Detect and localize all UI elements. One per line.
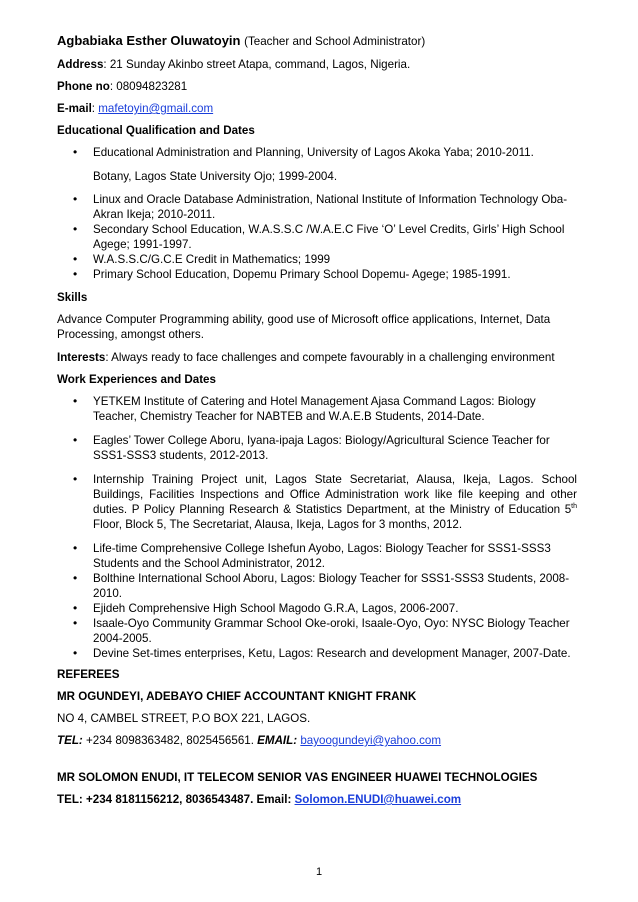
education-heading: Educational Qualification and Dates: [57, 124, 255, 137]
resume-page: [57, 33, 577, 814]
referee1-email-link[interactable]: bayoogundeyi@yahoo.com: [300, 734, 442, 747]
phone-label: Phone no: [57, 80, 110, 93]
referee1-address: NO 4, CAMBEL STREET, P.O BOX 221, LAGOS.: [57, 712, 311, 725]
email-sep: :: [91, 102, 99, 115]
interests-line: [57, 350, 577, 365]
skills-text: Advance Computer Programming ability, good use of Microsoft office applications, Internet, Data Processing, amongst others.: [57, 313, 551, 341]
applicant-title: (Teacher and School Administrator): [244, 35, 426, 48]
work-item-text: Internship Training Project unit, Lagos State Secretariat, Alausa, Ikeja, Lagos. School Buildings, Facilities Inspections and Office Administration work like file keeping and other duties. P Policy Planning Research & Statistics Department, at the Ministry of Education 5: [93, 473, 577, 516]
education-list-2: [57, 192, 577, 282]
work-item: • Ejideh Comprehensive High School Magodo G.R.A, Lagos, 2006-2007.: [57, 601, 577, 616]
work-item: • YETKEM Institute of Catering and Hotel Management Ajasa Command Lagos: Biology Teacher, Chemistry Teacher for NABTEB and W.A.E.B Students, 2014-Date.: [57, 394, 577, 424]
work-item: • Devine Set-times enterprises, Ketu, Lagos: Research and development Manager, 2007-Date.: [57, 646, 577, 661]
address-label: Address: [57, 58, 104, 71]
phone-value: : 08094823281: [109, 80, 188, 93]
address-value: : 21 Sunday Akinbo street Atapa, command, Lagos, Nigeria.: [103, 58, 411, 71]
applicant-name: Agbabiaka Esther Oluwatoyin: [57, 33, 241, 48]
work-item: • Life-time Comprehensive College Ishefun Ayobo, Lagos: Biology Teacher for SSS1-SSS3 Students and the School Administrator, 2012.: [57, 541, 577, 571]
work-list: [57, 394, 577, 661]
work-item: • Bolthine International School Aboru, Lagos: Biology Teacher for SSS1-SSS3 Students, 2008-2010.: [57, 571, 577, 601]
referees-heading: REFEREES: [57, 668, 120, 681]
education-list: [57, 145, 577, 160]
work-item: • Eagles’ Tower College Aboru, Iyana-ipaja Lagos: Biology/Agricultural Science Teacher for SSS1-SSS3 students, 2012-2013.: [57, 433, 577, 463]
work-heading: Work Experiences and Dates: [57, 373, 216, 386]
education-subitem: Botany, Lagos State University Ojo; 1999-2004.: [93, 170, 338, 183]
header-line: [57, 33, 577, 49]
referee2-contact: [57, 792, 577, 807]
referee1-contact: [57, 733, 577, 748]
education-item: • Primary School Education, Dopemu Primary School Dopemu- Agege; 1985-1991.: [57, 267, 577, 282]
page-number: 1: [315, 866, 323, 878]
referee2-tel: TEL: +234 8181156212, 8036543487. Email:: [57, 793, 295, 806]
referee1-name: MR OGUNDEYI, ADEBAYO CHIEF ACCOUNTANT KNIGHT FRANK: [57, 690, 417, 703]
referee1-tel-value: +234 8098363482, 8025456561.: [82, 734, 258, 747]
education-item: • Educational Administration and Planning, University of Lagos Akoka Yaba; 2010-2011.: [57, 145, 577, 160]
address-line: [57, 57, 577, 72]
email-line: [57, 101, 577, 116]
education-item: • W.A.S.S.C/G.C.E Credit in Mathematics; 1999: [57, 252, 577, 267]
education-item: • Secondary School Education, W.A.S.S.C /W.A.E.C Five ‘O’ Level Credits, Girls’ High School Agege; 1991-1997.: [57, 222, 577, 252]
work-item-sup: th: [571, 503, 577, 511]
referee2-email-link[interactable]: Solomon.ENUDI@huawei.com: [294, 793, 462, 806]
work-item: [57, 472, 577, 532]
interests-text: : Always ready to face challenges and compete favourably in a challenging environment: [105, 351, 555, 364]
email-link[interactable]: mafetoyin@gmail.com: [98, 102, 214, 115]
referee1-email-label: EMAIL:: [257, 734, 298, 747]
work-item-text-end: Floor, Block 5, The Secretariat, Alausa, Ikeja, Lagos for 3 months, 2012.: [93, 518, 463, 531]
skills-heading: Skills: [57, 291, 88, 304]
phone-line: [57, 79, 577, 94]
work-item: • Isaale-Oyo Community Grammar School Oke-oroki, Isaale-Oyo, Oyo: NYSC Biology Teacher 2004-2005.: [57, 616, 577, 646]
email-label: E-mail: [57, 102, 92, 115]
interests-label: Interests: [57, 351, 106, 364]
referee2-name: MR SOLOMON ENUDI, IT TELECOM SENIOR VAS ENGINEER HUAWEI TECHNOLOGIES: [57, 771, 538, 784]
referee1-tel-label: TEL:: [57, 734, 83, 747]
education-item: • Linux and Oracle Database Administration, National Institute of Information Technology Oba-Akran Ikeja; 2010-2011.: [57, 192, 577, 222]
